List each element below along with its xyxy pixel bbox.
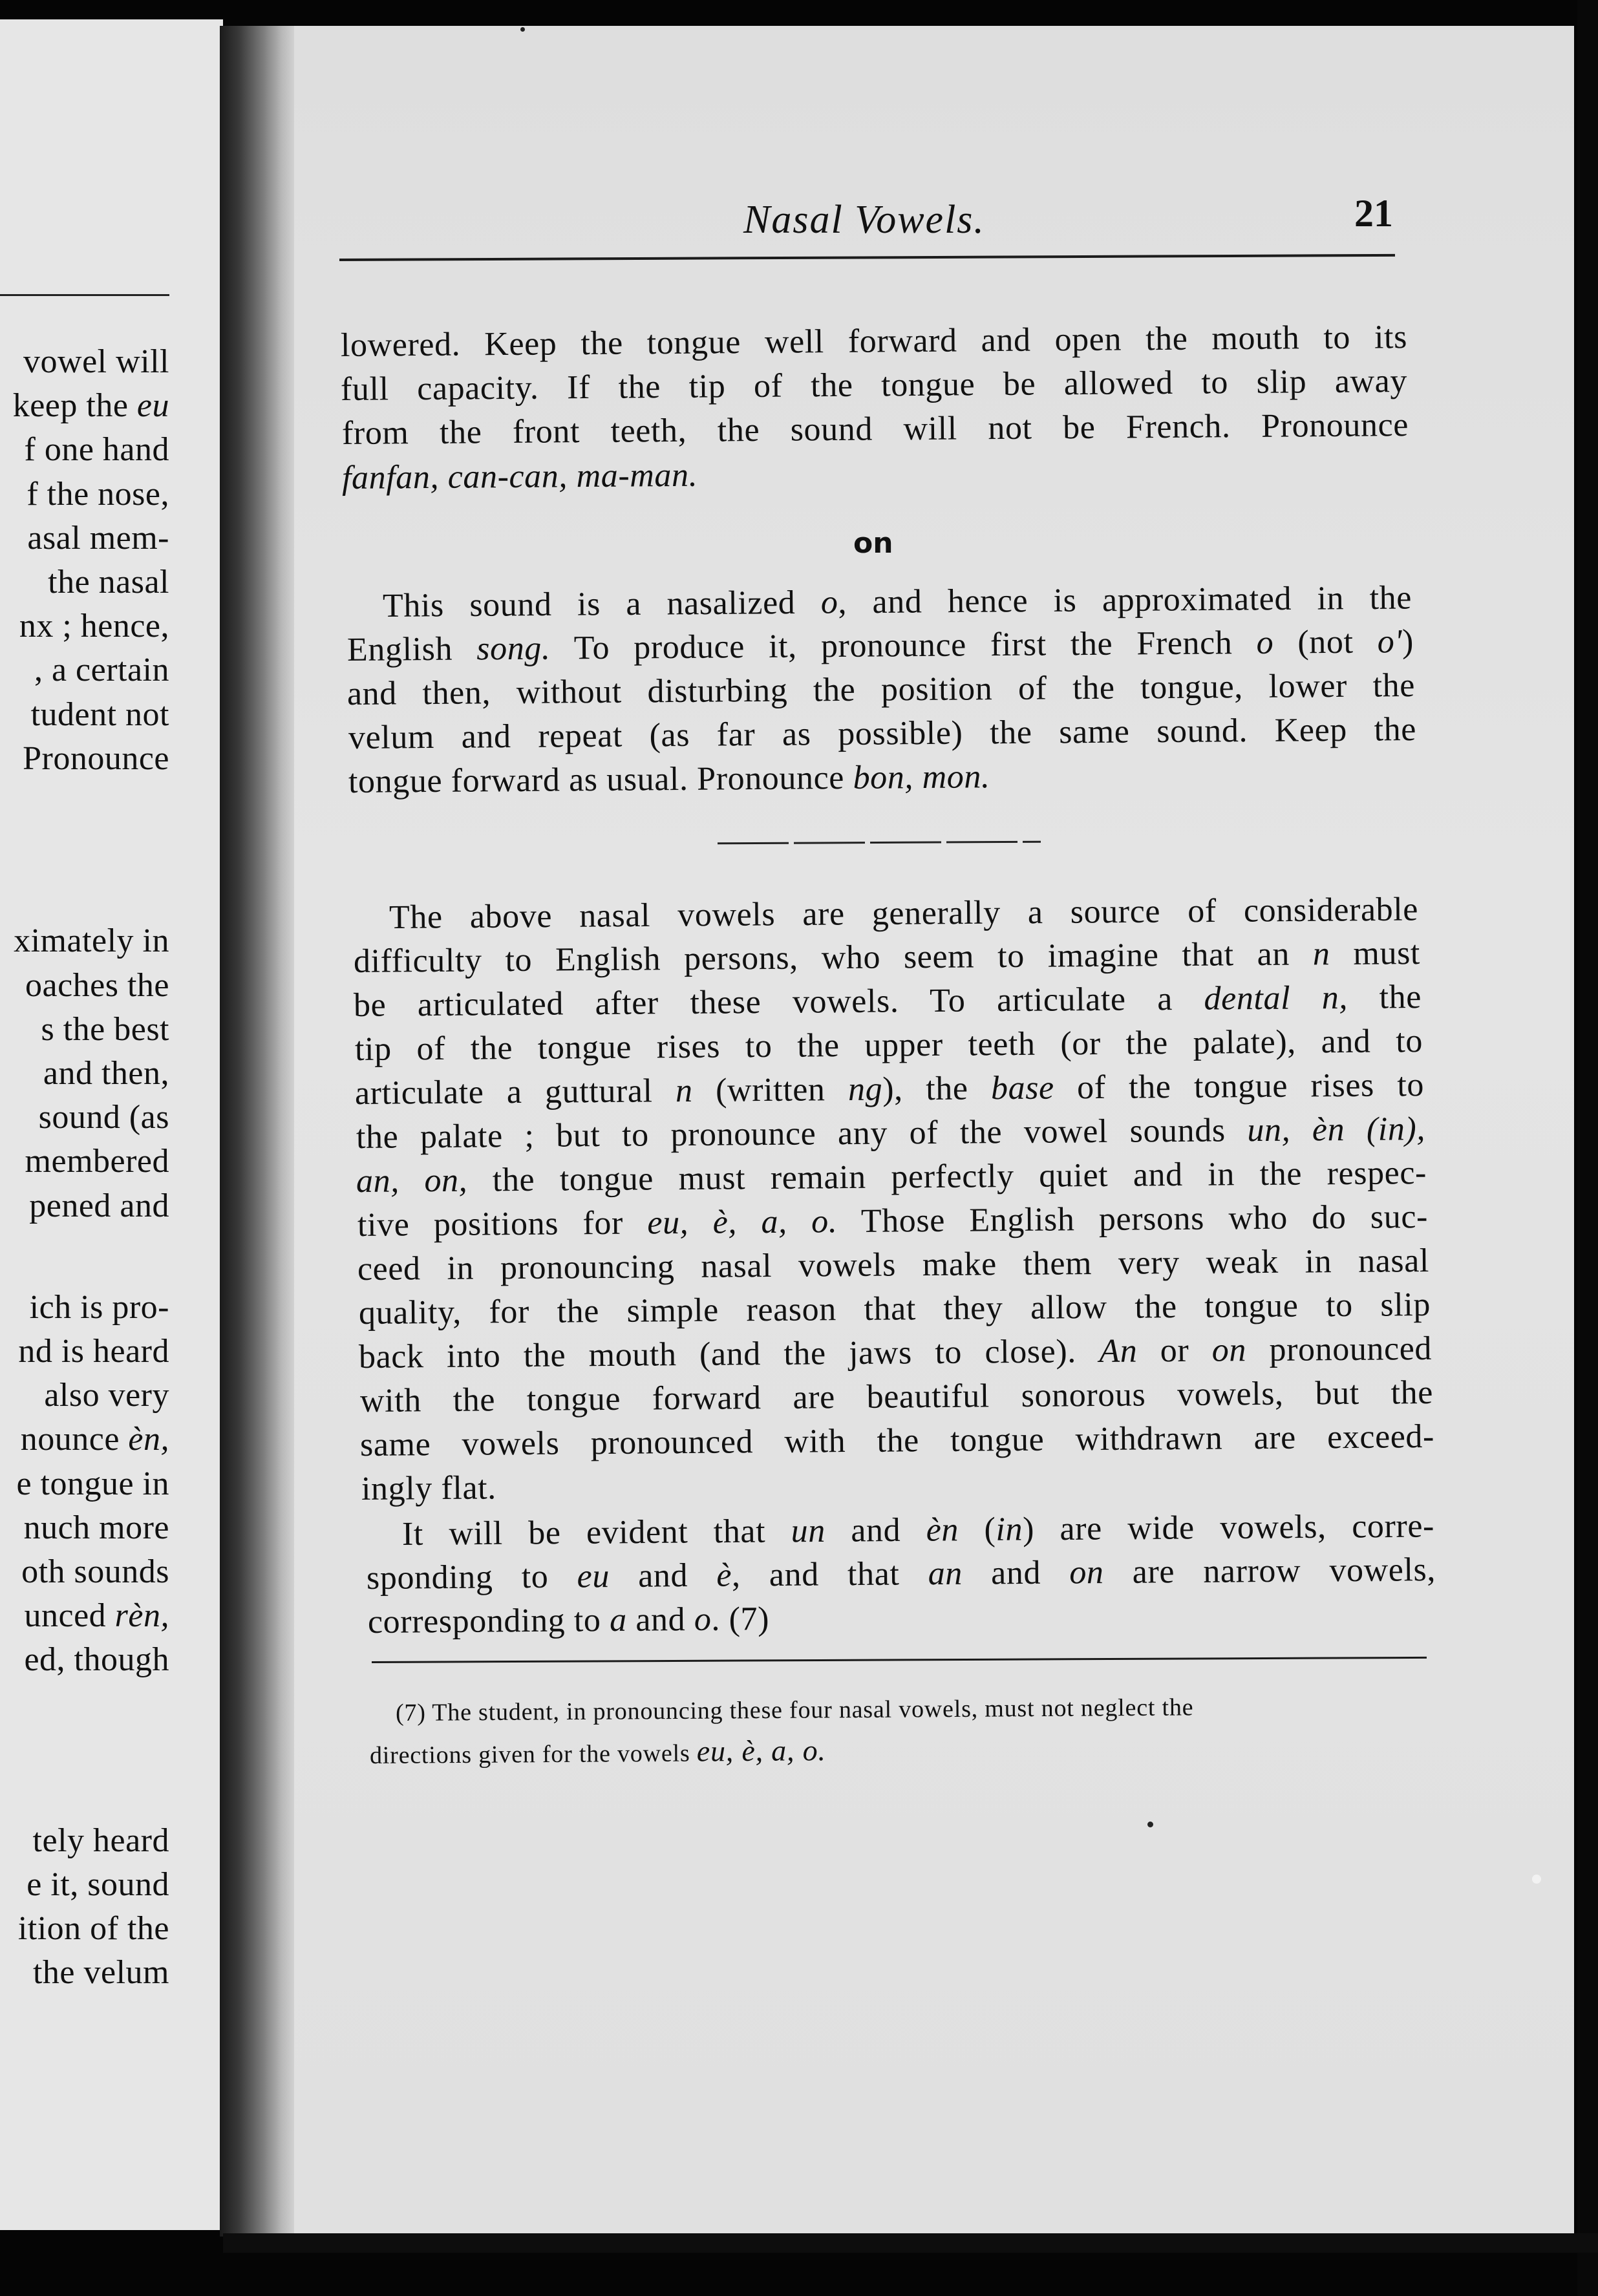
text-line: corresponding to a and o. (7) — [367, 1600, 770, 1641]
previous-page-text-line: oth sounds — [21, 1553, 169, 1590]
text-line: an, on, the tongue must remain perfectly quiet and in the respec- — [356, 1154, 1427, 1200]
text-line: ingly flat. — [361, 1469, 497, 1507]
text-line: articulate a guttural n (written ng), the base of the tongue rises to — [354, 1067, 1425, 1112]
previous-page-text-line: membered — [25, 1143, 169, 1180]
previous-page-text-line: nounce èn, — [20, 1421, 169, 1458]
previous-page-text-line: Pronounce — [23, 740, 169, 777]
previous-page-fragment — [0, 19, 223, 2230]
text-line: same vowels pronounced with the tongue withdrawn are exceed- — [359, 1418, 1435, 1463]
previous-page-text-line: nd is heard — [18, 1333, 169, 1370]
previous-page-text-line: tely heard — [32, 1822, 169, 1859]
previous-page-text-line: nx ; hence, — [19, 608, 169, 644]
text-line: tive positions for eu, è, a, o. Those English persons who do suc- — [357, 1198, 1429, 1244]
text-line: from the front teeth, the sound will not be French. Pronounce — [341, 407, 1409, 452]
text-line: This sound is a nasalized o, and hence is approximated in the — [382, 579, 1412, 624]
running-head-title: Nasal Vowels. — [743, 198, 985, 242]
text-line: English song. To produce it, pronounce first the French o (not o') — [346, 623, 1414, 668]
previous-page-text-line: unced rèn, — [24, 1597, 169, 1634]
paper-speck — [1147, 1822, 1153, 1827]
previous-page-text-line: oaches the — [25, 967, 169, 1004]
previous-page-text-line: also very — [44, 1377, 169, 1414]
footnote-line: (7) The student, in pronouncing these four nasal vowels, must not neglect the — [395, 1694, 1194, 1727]
text-line: with the tongue forward are beautiful sonorous vowels, but the — [359, 1374, 1434, 1419]
paper-speck — [520, 27, 525, 32]
previous-page-text-line: ed, though — [24, 1641, 169, 1678]
previous-page-text-line: , a certain — [34, 652, 169, 688]
previous-page-text-line: tudent not — [30, 696, 169, 733]
text-line: ceed in pronouncing nasal vowels make them very weak in nasal — [357, 1242, 1430, 1288]
text-line — [342, 456, 698, 497]
previous-page-text-line: ition of the — [17, 1910, 169, 1947]
previous-page-text-line: pened and — [29, 1187, 169, 1224]
text-line: The above nasal vowels are generally a source of considerable — [389, 891, 1419, 936]
previous-page-text-line: and then, — [43, 1055, 169, 1092]
previous-page-text-line: s the best — [41, 1011, 169, 1048]
text-line: the palate ; but to pronounce any of the vowel sounds un, èn (in), — [356, 1111, 1426, 1156]
text-line: difficulty to English persons, who seem to imagine that an n must — [353, 935, 1421, 980]
previous-page-text-line: the nasal — [48, 564, 169, 601]
text-line: sponding to eu and è, and that an and on are narrow vowels, — [366, 1551, 1436, 1597]
paper-speck — [1532, 1875, 1541, 1884]
text-line: velum and repeat (as far as possible) the same sound. Keep the — [348, 711, 1417, 756]
previous-page-text-line: asal mem- — [27, 520, 169, 557]
text-line: be articulated after these vowels. To articulate a dental n, the — [353, 979, 1422, 1024]
previous-page-text-line: sound (as — [38, 1099, 169, 1136]
text-line: lowered. Keep the tongue well forward and open the mouth to its — [340, 319, 1408, 364]
previous-page-text-line: vowel will — [23, 343, 169, 380]
previous-page-header-rule — [0, 294, 169, 296]
previous-page-text-line: the velum — [32, 1954, 169, 1991]
section-heading-on: on — [853, 527, 893, 560]
previous-page-text-line: e it, sound — [27, 1866, 169, 1903]
scan-border-right — [1577, 0, 1598, 2296]
footnote-line: directions given for the vowels eu, è, a, o. — [369, 1734, 826, 1769]
text-line: full capacity. If the tip of the tongue be allowed to slip away — [340, 363, 1408, 408]
previous-page-text-line: ximately in — [14, 922, 169, 959]
previous-page-text-line: f the nose, — [27, 476, 169, 513]
text-line: tongue forward as usual. Pronounce bon, mon. — [348, 758, 990, 800]
previous-page-text-line: nuch more — [23, 1509, 169, 1546]
text-line: quality, for the simple reason that they allow the tongue to slip — [358, 1286, 1431, 1332]
scan-border-bottom — [223, 2233, 1598, 2253]
previous-page-text-line: e tongue in — [16, 1465, 169, 1502]
text-line: It will be evident that un and èn (in) are wide vowels, corre- — [401, 1507, 1435, 1553]
text-line: and then, without disturbing the position of the tongue, lower the — [346, 667, 1416, 712]
text-line: tip of the tongue rises to the upper teeth (or the palate), and to — [354, 1023, 1423, 1068]
previous-page-text-line: f one hand — [24, 431, 169, 468]
previous-page-text-line: ich is pro- — [29, 1289, 169, 1326]
page-number: 21 — [1354, 192, 1393, 235]
example-words: fanfan, can-can, ma-man. — [341, 456, 698, 496]
text-line: back into the mouth (and the jaws to close). An or on pronounced — [358, 1330, 1433, 1376]
book-gutter-shadow — [220, 26, 297, 2237]
previous-page-text-line: keep the eu — [12, 387, 169, 424]
